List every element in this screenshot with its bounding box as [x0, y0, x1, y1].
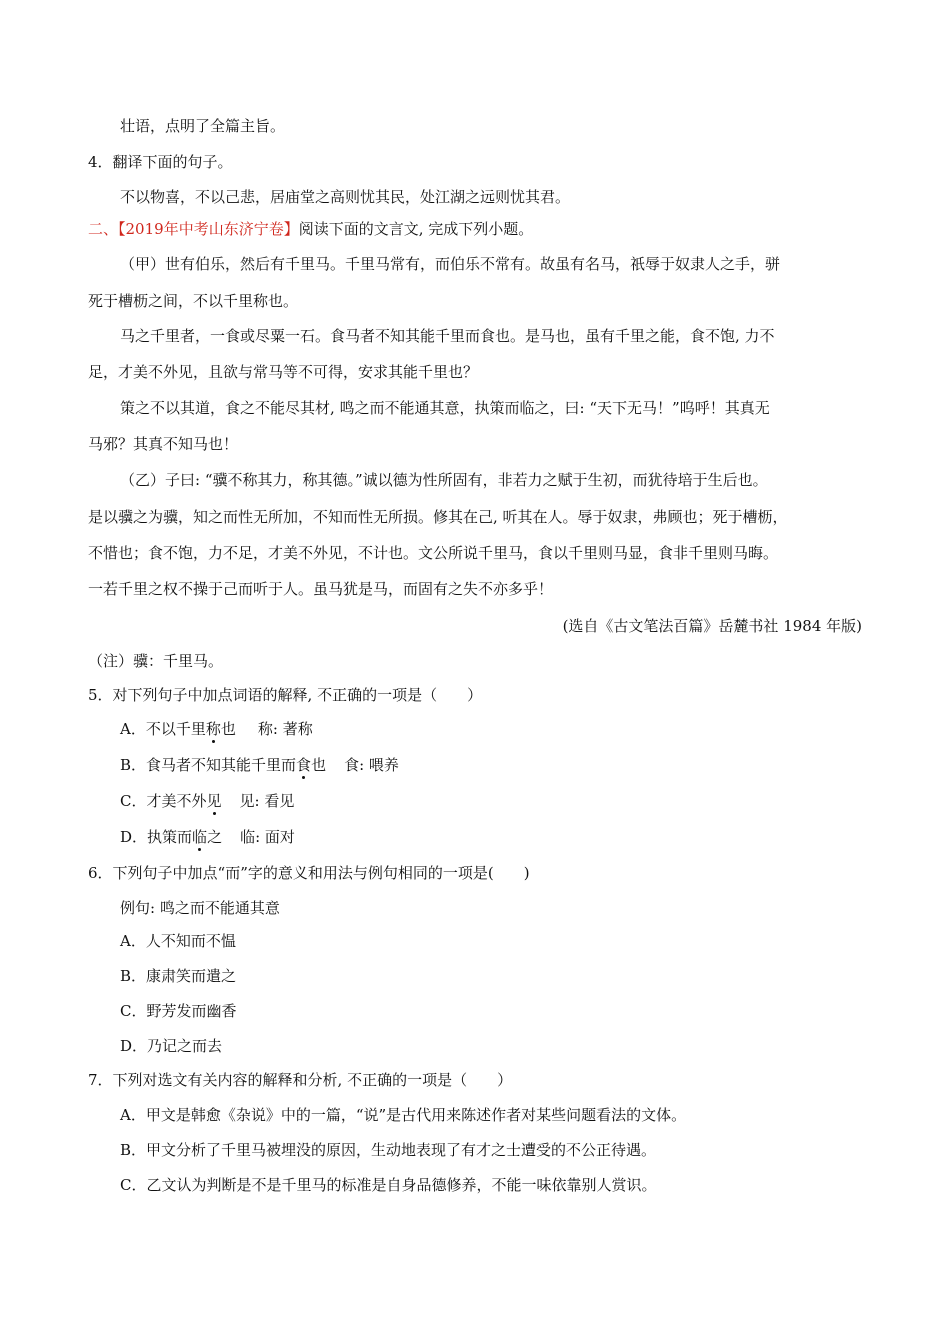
- passage-yi-line1: （乙）子曰: “骥不称其力，称其德。”诚以德为性所固有，非若力之赋于生初，而犹待培于生后也。: [120, 471, 768, 489]
- question-6-example: 例句: 鸣之而不能通其意: [120, 899, 280, 917]
- passage-jia-p2-line2: 足，才美不外见，且欲与常马等不可得，安求其能千里也？: [88, 363, 479, 381]
- option-text-post: 也: [311, 756, 327, 774]
- option-text-pre: 执策而: [147, 828, 193, 846]
- question-6-option-d: D．乃记之而去: [120, 1037, 223, 1055]
- section-2-heading: [88, 219, 533, 239]
- option-text-post: 之: [207, 828, 223, 846]
- option-text-post: 也: [220, 720, 236, 738]
- question-5-option-d: [120, 827, 295, 847]
- question-6-option-a: A．人不知而不愠: [120, 932, 236, 950]
- option-label: C．: [120, 792, 147, 810]
- question-7-option-b: B．甲文分析了千里马被埋没的原因，生动地表现了有才之士遭受的不公正待遇。: [120, 1141, 657, 1159]
- option-text-pre: 不以千里: [145, 720, 206, 738]
- option-gloss: 食: 喂养: [344, 756, 399, 774]
- question-6-option-c: C．野芳发而幽香: [120, 1002, 237, 1020]
- dotted-word: 见: [206, 792, 222, 810]
- passage-jia-p2-line1: 马之千里者，一食或尽粟一石。食马者不知其能千里而食也。是马也，虽有千里之能，食不饱, 力不: [120, 327, 775, 345]
- dotted-word: 称: [205, 720, 221, 738]
- passage-jia-p1-line2: 死于槽枥之间，不以千里称也。: [88, 292, 299, 310]
- passage-yi-line3: 不惜也；食不饱，力不足，才美不外见，不计也。文公所说千里马，食以千里则马显，食非千里则马晦。: [88, 544, 779, 562]
- option-gloss: 临: 面对: [240, 828, 295, 846]
- question-5-option-c: [120, 791, 294, 811]
- paragraph-continuation: 壮语，点明了全篇主旨。: [120, 117, 286, 135]
- passage-yi-line2: 是以骥之为骥，知之而性无所加，不知而性无所损。修其在己, 听其在人。辱于奴隶，弗顾也；死于槽枥，: [88, 508, 788, 526]
- question-5-option-b: [120, 755, 399, 775]
- question-5-option-a: [120, 719, 313, 739]
- option-gloss: 称: 著称: [257, 720, 313, 738]
- passage-jia-p3-line1: 策之不以其道，食之不能尽其材, 鸣之而不能通其意，执策而临之，曰: “天下无马！”呜呼！其真无: [120, 399, 770, 417]
- dotted-word: 食: [296, 756, 312, 774]
- question-7-title: 7．下列对选文有关内容的解释和分析, 不正确的一项是（ ）: [88, 1071, 513, 1089]
- option-label: B．: [120, 756, 147, 774]
- dotted-word: 临: [192, 828, 208, 846]
- option-text-pre: 才美不外: [146, 792, 207, 810]
- option-text-pre: 食马者不知其能千里而: [146, 756, 297, 774]
- passage-yi-line4: 一若千里之权不操于己而听于人。虽马犹是马，而固有之失不亦多乎！: [88, 580, 554, 598]
- question-5-title: 5．对下列句子中加点词语的解释, 不正确的一项是（ ）: [88, 686, 483, 704]
- option-label: D．: [120, 828, 148, 846]
- section-2-instruction: 阅读下面的文言文, 完成下列小题。: [298, 220, 534, 238]
- section-2-source-tag: 【2019年中考山东济宁卷】: [118, 220, 299, 238]
- question-6-title: 6．下列句子中加点“而”字的意义和用法与例句相同的一项是( ): [88, 864, 530, 882]
- passage-jia-p1-line1: （甲）世有伯乐，然后有千里马。千里马常有，而伯乐不常有。故虽有名马，祇辱于奴隶人之手，骈: [120, 255, 781, 273]
- passage-note: （注）骥：千里马。: [88, 652, 224, 670]
- section-2-prefix: 二、: [88, 220, 119, 238]
- question-4-title: 4．翻译下面的句子。: [88, 153, 233, 171]
- option-gloss: 见: 看见: [239, 792, 295, 810]
- question-7-option-c: C．乙文认为判断是不是千里马的标准是自身品德修养，不能一味依靠别人赏识。: [120, 1176, 657, 1194]
- question-4-sentence: 不以物喜，不以己悲，居庙堂之高则忧其民，处江湖之远则忧其君。: [120, 188, 571, 206]
- question-6-option-b: B．康肃笑而遣之: [120, 967, 237, 985]
- question-7-option-a: A．甲文是韩愈《杂说》中的一篇，“说”是古代用来陈述作者对某些问题看法的文体。: [120, 1106, 687, 1124]
- passage-source: (选自《古文笔法百篇》岳麓书社 1984 年版): [562, 617, 862, 635]
- option-label: A．: [120, 720, 146, 738]
- passage-jia-p3-line2: 马邪？其真不知马也！: [88, 435, 239, 453]
